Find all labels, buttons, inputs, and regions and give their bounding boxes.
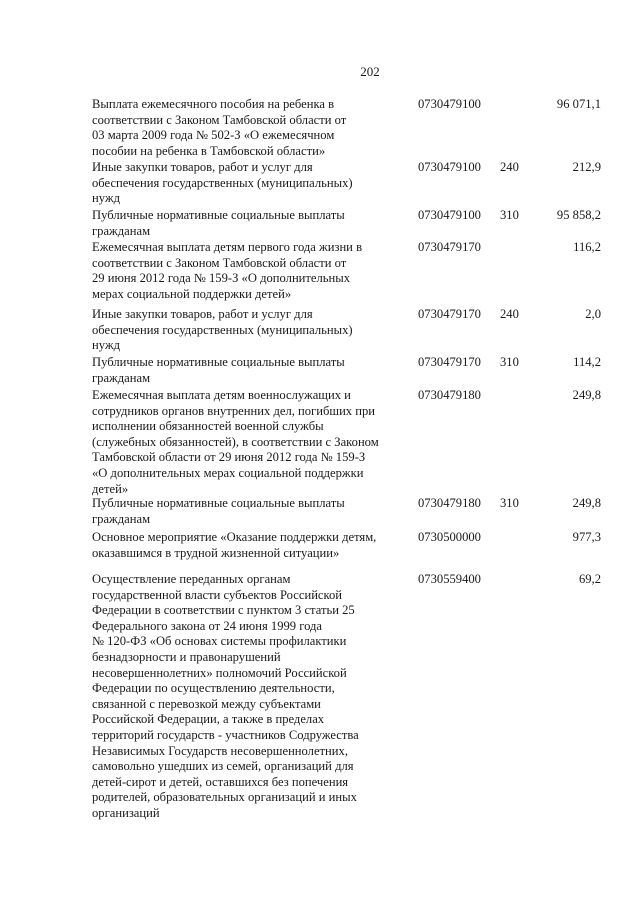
description-line: организаций (92, 805, 160, 820)
description-line: Федерации по осуществлению деятельности, (92, 681, 335, 696)
amount: 249,8 (572, 388, 601, 402)
target-code: 0730479100 (418, 208, 481, 222)
row-description (92, 530, 404, 561)
amount: 212,9 (572, 160, 601, 174)
description-line: детей» (92, 481, 129, 496)
row-description (92, 355, 404, 386)
description-line: обеспечения государственных (муниципальных) (92, 175, 353, 190)
amount: 2,0 (585, 307, 601, 321)
description-line: самовольно ушедших из семей, организаций для (92, 759, 354, 774)
description-line: несовершеннолетних» полномочий Российской (92, 665, 347, 680)
description-line: гражданам (92, 370, 151, 385)
expense-type: 240 (500, 160, 519, 174)
row-description (92, 160, 404, 207)
target-code: 0730479170 (418, 240, 481, 254)
description-line: соответствии с Законом Тамбовской области от (92, 255, 347, 270)
description-line: нужд (92, 191, 120, 206)
target-code: 0730479100 (418, 160, 481, 174)
description-line: 29 июня 2012 года № 159-З «О дополнительных (92, 271, 351, 286)
description-line: Ежемесячная выплата детям первого года жизни в (92, 240, 363, 254)
description-line: исполнении обязанностей военной службы (92, 419, 324, 434)
description-line: Федерации в соответствии с пунктом 3 статьи 25 (92, 603, 355, 618)
description-line: гражданам (92, 511, 151, 526)
description-line: Выплата ежемесячного пособия на ребенка в (92, 97, 335, 111)
target-code: 0730500000 (418, 530, 481, 544)
row-description (92, 307, 404, 354)
amount: 249,8 (572, 496, 601, 510)
description-line: Иные закупки товаров, работ и услуг для (92, 160, 313, 174)
row-description (92, 97, 404, 159)
description-line: Осуществление переданных органам (92, 572, 291, 586)
description-line: № 120-ФЗ «Об основах системы профилактики (92, 634, 347, 649)
description-line: Российской Федерации, а также в пределах (92, 712, 325, 727)
description-line: Иные закупки товаров, работ и услуг для (92, 307, 313, 321)
description-line: Ежемесячная выплата детям военнослужащих и (92, 388, 351, 402)
description-line: 03 марта 2009 года № 502-З «О ежемесячном (92, 128, 335, 143)
description-line: сотрудников органов внутренних дел, погибших при (92, 403, 376, 418)
description-line: Публичные нормативные социальные выплаты (92, 208, 345, 222)
description-line: оказавшимся в трудной жизненной ситуации» (92, 545, 340, 560)
description-line: (служебных обязанностей), в соответствии с Законом (92, 434, 379, 449)
page-number: 202 (360, 64, 380, 79)
target-code: 0730559400 (418, 572, 481, 586)
amount: 977,3 (572, 530, 601, 544)
row-description (92, 496, 404, 527)
row-description (92, 208, 404, 239)
description-line: Федерального закона от 24 июня 1999 года (92, 618, 323, 633)
description-line: гражданам (92, 223, 151, 238)
description-line: территорий государств - участников Содружества (92, 727, 359, 742)
amount: 96 071,1 (556, 97, 601, 111)
description-line: нужд (92, 338, 120, 353)
description-line: пособии на ребенка в Тамбовской области» (92, 143, 326, 158)
description-line: родителей, образовательных организаций и иных (92, 790, 357, 805)
target-code: 0730479100 (418, 97, 481, 111)
expense-type: 240 (500, 307, 519, 321)
description-line: «О дополнительных мерах социальной поддержки (92, 465, 364, 480)
description-line: детей-сирот и детей, оставшихся без попечения (92, 774, 349, 789)
description-line: обеспечения государственных (муниципальных) (92, 322, 353, 337)
description-line: Публичные нормативные социальные выплаты (92, 496, 345, 510)
description-line: связанной с перевозкой между субъектами (92, 696, 321, 711)
description-line: безнадзорности и правонарушений (92, 649, 281, 664)
expense-type: 310 (500, 355, 519, 369)
description-line: мерах социальной поддержки детей» (92, 286, 292, 301)
target-code: 0730479170 (418, 355, 481, 369)
row-description (92, 388, 404, 497)
target-code: 0730479180 (418, 388, 481, 402)
amount: 116,2 (573, 240, 601, 254)
row-description (92, 240, 404, 302)
description-line: Основное мероприятие «Оказание поддержки детям, (92, 530, 377, 544)
description-line: соответствии с Законом Тамбовской области от (92, 112, 347, 127)
amount: 69,2 (578, 572, 601, 586)
description-line: государственной власти субъектов Российской (92, 587, 343, 602)
expense-type: 310 (500, 496, 519, 510)
row-description (92, 572, 404, 822)
amount: 114,2 (573, 355, 601, 369)
description-line: Независимых Государств несовершеннолетних, (92, 743, 348, 758)
target-code: 0730479180 (418, 496, 481, 510)
description-line: Тамбовской области от 29 июня 2012 года № 159-З (92, 450, 366, 465)
description-line: Публичные нормативные социальные выплаты (92, 355, 345, 369)
amount: 95 858,2 (556, 208, 601, 222)
expense-type: 310 (500, 208, 519, 222)
target-code: 0730479170 (418, 307, 481, 321)
